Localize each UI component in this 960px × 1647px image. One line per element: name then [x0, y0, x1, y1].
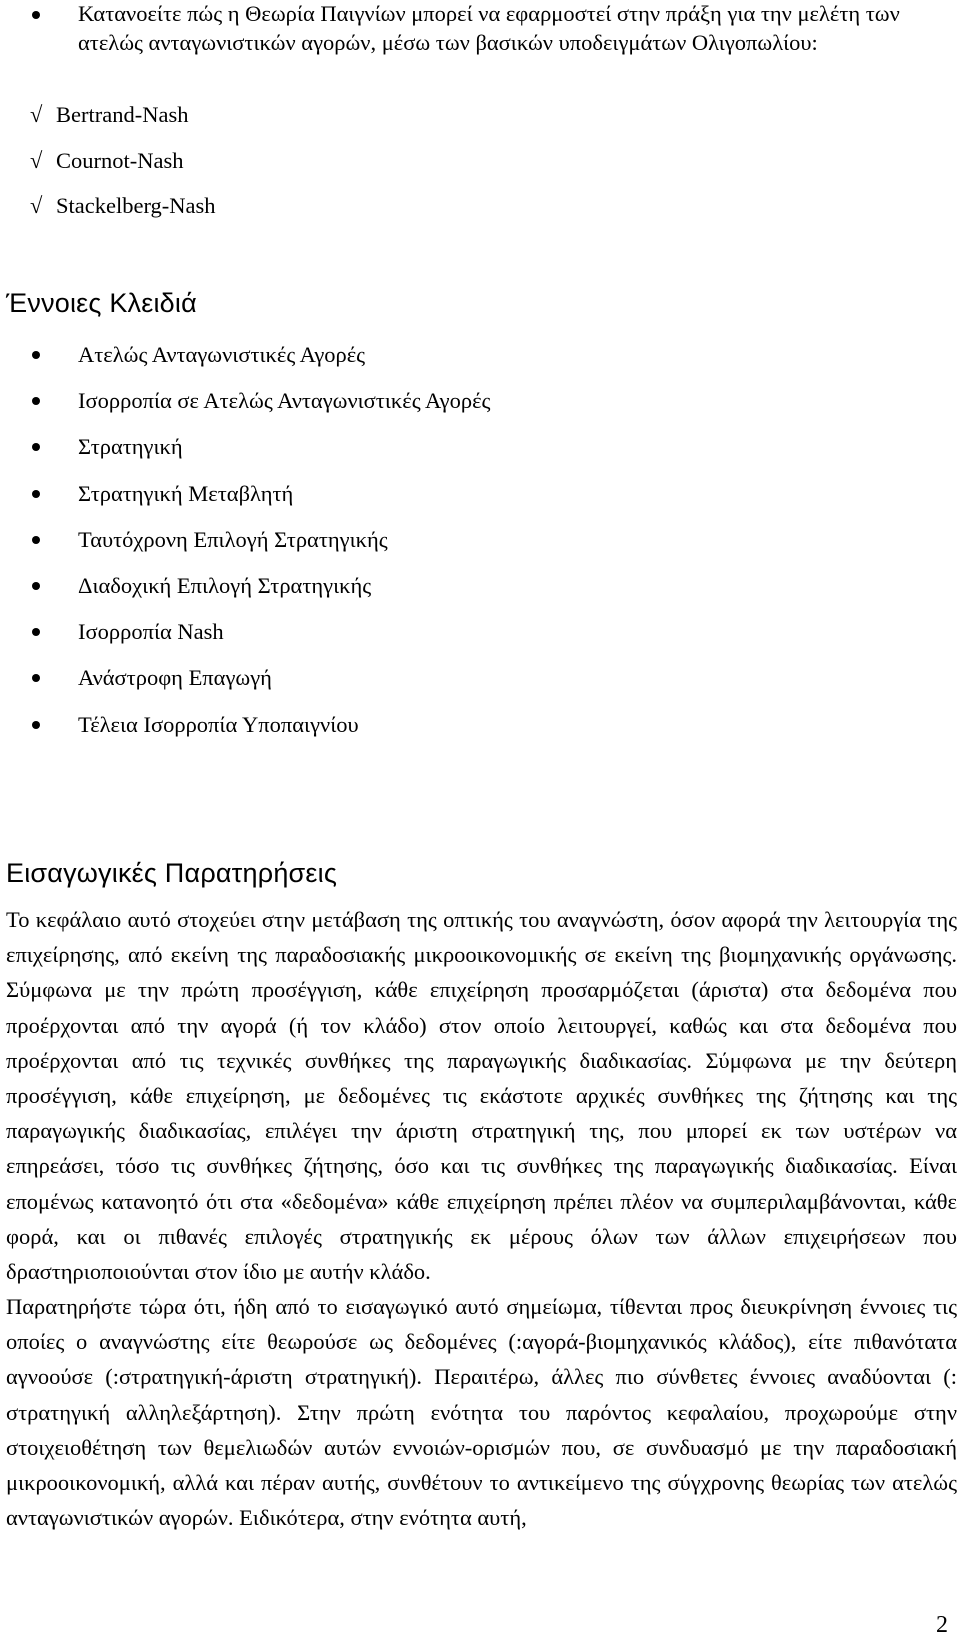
list-item: √ Bertrand-Nash [30, 98, 216, 144]
bullet-icon [32, 11, 40, 19]
list-item: Τέλεια Ισορροπία Υποπαιγνίου [32, 708, 490, 754]
bullet-icon [32, 582, 40, 590]
list-item: Διαδοχική Επιλογή Στρατηγικής [32, 569, 490, 615]
checkmark-icon: √ [30, 102, 43, 127]
checkmark-icon: √ [30, 193, 43, 218]
introduction-heading: Εισαγωγικές Παρατηρήσεις [6, 858, 338, 888]
bullet-icon [32, 443, 40, 451]
list-item: √ Stackelberg-Nash [30, 189, 216, 235]
bullet-icon [32, 628, 40, 636]
bullet-icon [32, 536, 40, 544]
objective-bullet [32, 0, 947, 57]
introduction-paragraph-2: Παρατηρήστε τώρα ότι, ήδη από το εισαγωγικό αυτό σημείωμα, τίθενται προς διευκρίνηση έννοιες τις οποίες ο αναγνώστης είτε θεωρούσε ως δεδομένες (:αγορά-βιομηχανικός κλάδος), είτε πιθανότατα αγνοούσε (:στρατηγική-άριστη στρατηγική). Περαιτέρω, άλλες πιο σύνθετες έννοιες αναδύονται (: στρατηγική αλληλεξάρτηση). Στην πρώτη ενότητα του παρόντος κεφαλαίου, προχωρούμε στην στοιχειοθέτηση των θεμελιωδών αυτών εννοιών-ορισμών που, σε συνδυασμό με την παραδοσιακή μικροοικονομική, αλλά και πέραν αυτής, συνθέτουν το αντικείμενο της σύγχρονης θεωρίας των ατελώς ανταγωνιστικών αγορών. Ειδικότερα, στην ενότητα αυτή, [6, 1294, 957, 1531]
bullet-icon [32, 351, 40, 359]
list-item: Ταυτόχρονη Επιλογή Στρατηγικής [32, 523, 490, 569]
list-item: √ Cournot-Nash [30, 144, 216, 190]
key-concepts-heading: Έννοιες Κλειδιά [6, 288, 197, 318]
bullet-icon [32, 490, 40, 498]
introduction-paragraph-1: Το κεφάλαιο αυτό στοχεύει στην μετάβαση της οπτικής του αναγνώστη, όσον αφορά την λειτουργία της επιχείρησης, από εκείνη της παραδοσιακής μικροοικονομικής σε εκείνη της βιομηχανικής οργάνωσης. Σύμφωνα με την πρώτη προσέγγιση, κάθε επιχείρηση προσαρμόζεται (άριστα) στα δεδομένα που προέρχονται από την αγορά (ή τον κλάδο) στον οποίο λειτουργεί, καθώς και στα δεδομένα που προέρχονται από τις τεχνικές συνθήκες της παραγωγικής διαδικασίας. Σύμφωνα με την δεύτερη προσέγγιση, κάθε επιχείρηση, με δεδομένες τις εκάστοτε αρχικές συνθήκες της ζήτησης και της παραγωγικής διαδικασίας, επιλέγει την άριστη στρατηγική της, που μπορεί εκ των υστέρων να επηρεάσει, τόσο τις συνθήκες ζήτησης, όσο και τις συνθήκες της παραγωγικής διαδικασίας. Είναι επομένως κατανοητό ότι στα «δεδομένα» κάθε επιχείρηση πρέπει πλέον να συμπεριλαμβάνονται, κάθε φορά, και οι πιθανές επιλογές στρατηγικής εκ μέρους όλων των άλλων επιχειρήσεων που δραστηριοποιούνται στον ίδιο με αυτήν κλάδο. [6, 907, 957, 1285]
list-item: Ανάστροφη Επαγωγή [32, 661, 490, 707]
list-item: Στρατηγική Μεταβλητή [32, 477, 490, 523]
bullet-icon [32, 674, 40, 682]
checkmark-icon: √ [30, 147, 43, 173]
list-item: Ισορροπία σε Ατελώς Ανταγωνιστικές Αγορές [32, 384, 490, 430]
page-number: 2 [936, 1612, 948, 1638]
list-item: Ατελώς Ανταγωνιστικές Αγορές [32, 338, 490, 384]
list-item: Στρατηγική [32, 430, 490, 476]
objective-text: Κατανοείτε πώς η Θεωρία Παιγνίων μπορεί να εφαρμοστεί στην πράξη για την μελέτη των ατελώς ανταγωνιστικών αγορών, μέσω των βασικών υποδειγμάτων Ολιγοπωλίου: [78, 1, 900, 55]
model-list [30, 98, 216, 235]
key-concepts-list [32, 338, 490, 754]
bullet-icon [32, 721, 40, 729]
list-item: Ισορροπία Nash [32, 615, 490, 661]
bullet-icon [32, 397, 40, 405]
